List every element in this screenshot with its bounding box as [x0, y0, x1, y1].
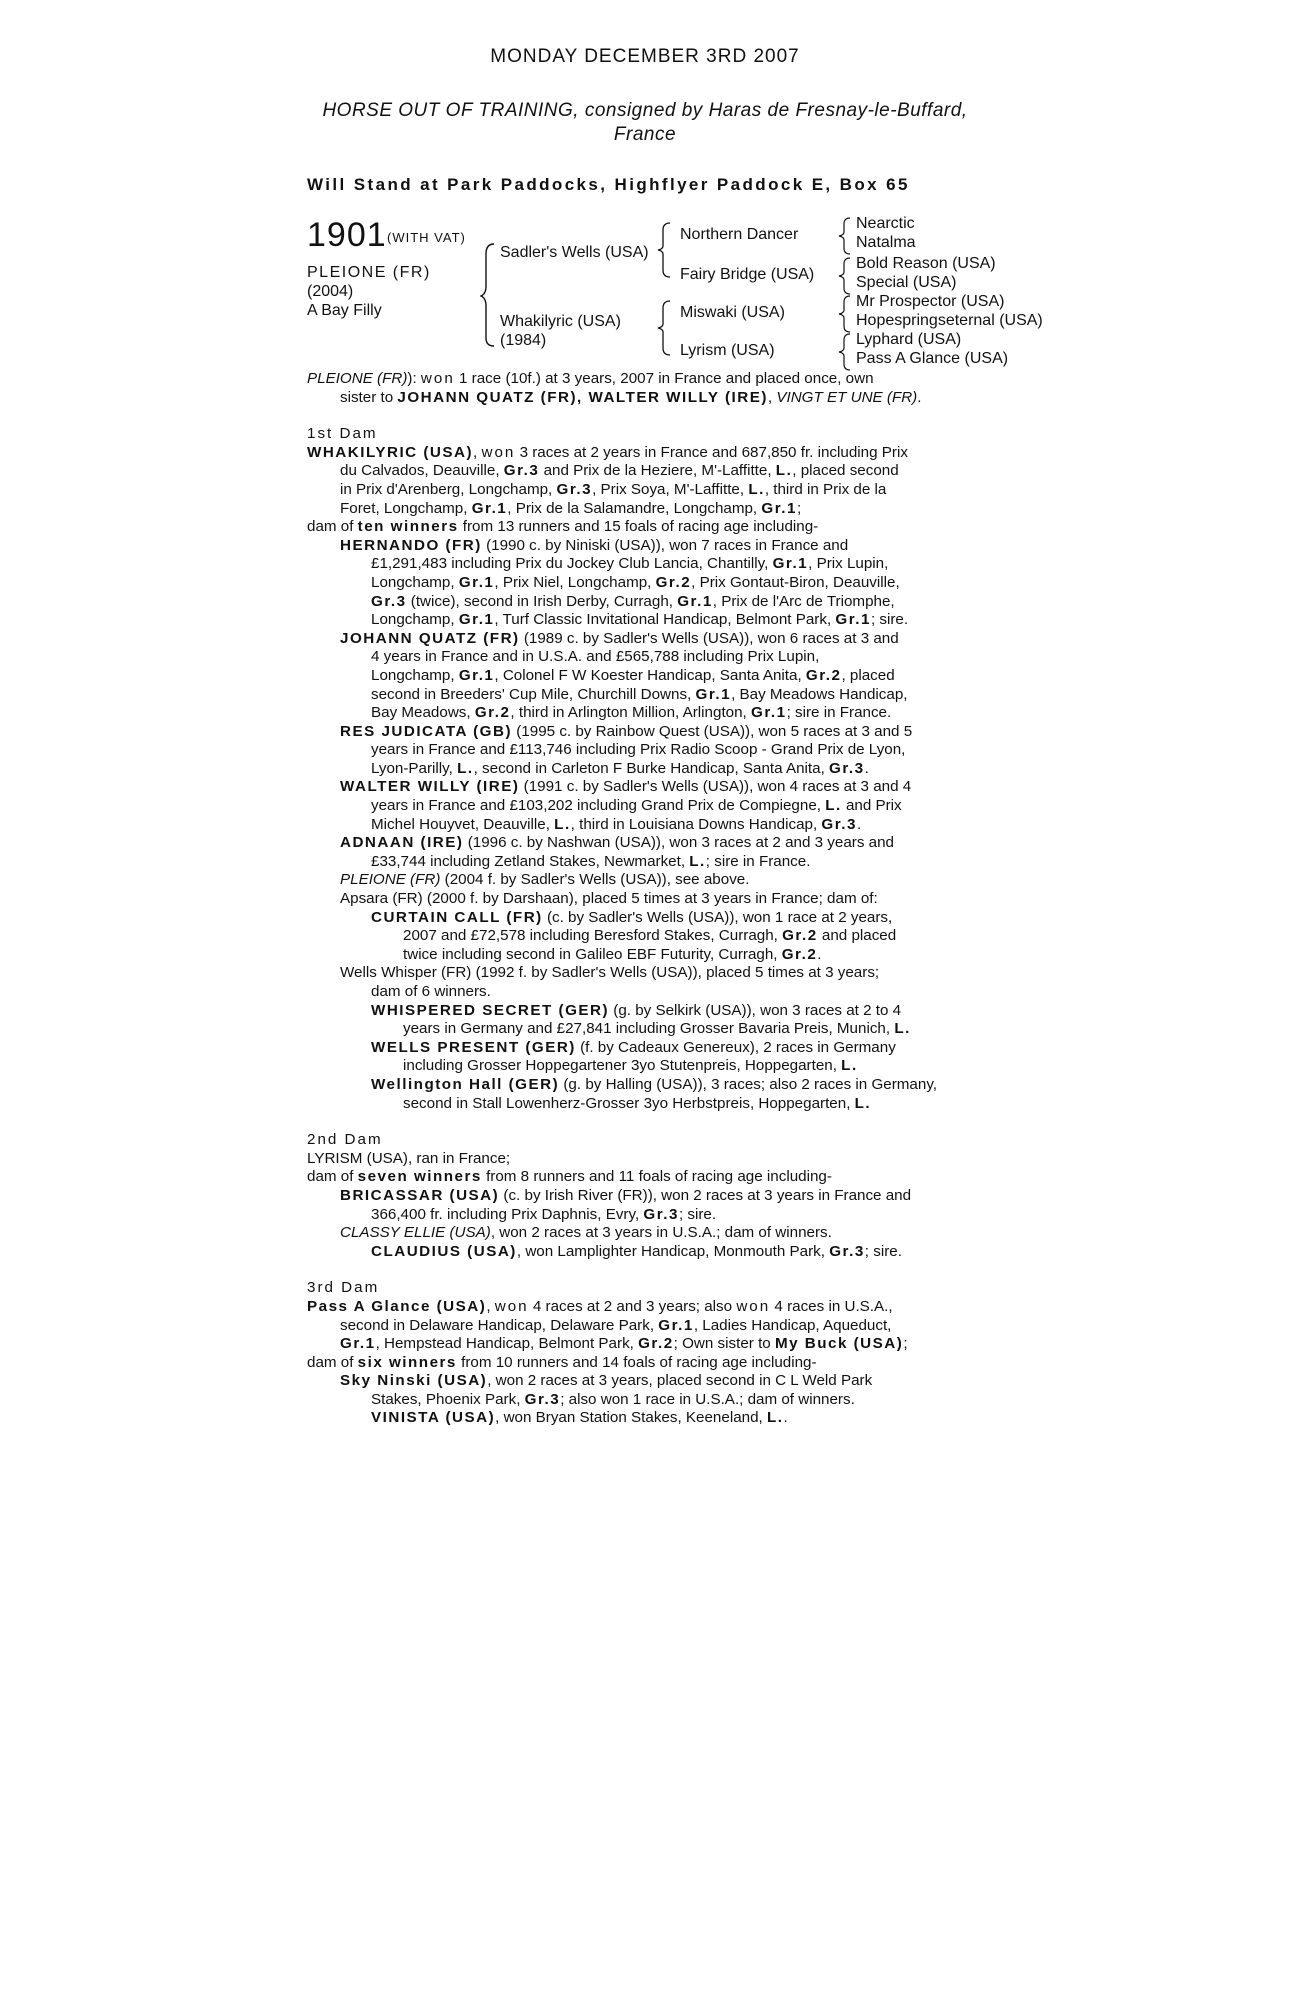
text-run: Gr.1	[458, 611, 495, 629]
text-line	[307, 741, 972, 760]
text-line	[307, 481, 972, 500]
text-line	[307, 927, 972, 946]
text-line	[307, 555, 972, 574]
text-run: ,	[767, 388, 777, 406]
pedigree-brace-4d	[836, 332, 854, 372]
text-run: ; Own sister to	[673, 1335, 775, 1353]
text-run: dam of 6 winners.	[371, 983, 491, 1000]
text-run: ;	[796, 499, 802, 517]
pedigree-dam: Whakilyric (USA)	[500, 313, 621, 330]
text-run: Longchamp,	[371, 573, 459, 591]
text-run: CURTAIN CALL (FR)	[371, 908, 543, 926]
text-line	[307, 593, 972, 612]
text-line	[307, 834, 972, 853]
text-run: Gr.1	[658, 1316, 694, 1334]
pedigree-sire: Sadler's Wells (USA)	[500, 244, 649, 261]
text-run: Lyon-Parilly,	[371, 759, 458, 777]
text-line	[307, 816, 972, 835]
text-run: Michel Houyvet, Deauville,	[371, 815, 555, 833]
text-run: (g. by Selkirk (USA)), won 3 races at 2 to 4	[609, 1001, 902, 1019]
text-line	[307, 946, 972, 965]
text-run: .	[864, 759, 869, 777]
text-run: including Grosser Hoppegartener 3yo Stutenpreis, Hoppegarten,	[403, 1057, 842, 1075]
text-run: £33,744 including Zetland Stakes, Newmarket,	[371, 852, 690, 870]
text-line	[307, 909, 972, 928]
text-run: RES JUDICATA (GB)	[340, 722, 513, 740]
text-run: won	[494, 1297, 529, 1315]
text-run: ; sire in France.	[705, 852, 811, 870]
text-run: won	[736, 1297, 771, 1315]
text-run: Gr.3	[371, 592, 407, 610]
text-run: (2004 f. by Sadler's Wells (USA)), see above.	[440, 871, 750, 889]
text-run: , second in Carleton F Burke Handicap, Santa Anita,	[473, 759, 830, 777]
text-run: ; sire.	[864, 1242, 902, 1260]
text-run: JOHANN QUATZ (FR), WALTER WILLY (IRE)	[397, 388, 768, 406]
text-run: sister to	[340, 388, 398, 406]
pedigree-sire-dam: Fairy Bridge (USA)	[680, 266, 815, 283]
text-run: Wellington Hall (GER)	[371, 1075, 560, 1093]
text-run: ; sire.	[870, 611, 909, 629]
text-run: ,	[473, 443, 482, 461]
text-run: Gr.3	[524, 1390, 561, 1408]
text-run: , won 2 races at 3 years, placed second in C L Weld Park	[487, 1372, 873, 1390]
text-run: Gr.3	[829, 759, 865, 777]
text-run: , Prix Soya, M'-Laffitte,	[592, 480, 749, 498]
text-line	[307, 462, 972, 481]
text-run: CLASSY ELLIE (USA)	[340, 1224, 491, 1242]
text-line	[307, 890, 972, 909]
text-run: L.	[554, 815, 571, 833]
text-run: WELLS PRESENT (GER)	[371, 1038, 576, 1056]
text-run: dam of	[307, 518, 358, 536]
text-run: L.	[457, 759, 474, 777]
text-run: , won Bryan Station Stakes, Keeneland,	[495, 1409, 767, 1427]
text-run: in Prix d'Arenberg, Longchamp,	[340, 480, 557, 498]
text-run: 4 races in U.S.A.,	[770, 1297, 893, 1315]
text-run: Gr.1	[458, 573, 495, 591]
text-run: JOHANN QUATZ (FR)	[340, 629, 520, 647]
text-run: Bay Meadows,	[371, 704, 475, 722]
text-run: PLEIONE (FR)	[307, 370, 408, 387]
text-run: , third in Arlington Million, Arlington,	[510, 704, 751, 722]
text-run: second in Stall Lowenherz-Grosser 3yo Herbstpreis, Hoppegarten,	[403, 1094, 855, 1112]
text-run: Longchamp,	[371, 666, 459, 684]
text-line	[307, 1243, 972, 1262]
text-line	[307, 1150, 972, 1169]
text-run: (c. by Irish River (FR)), won 2 races at 3 years in France and	[499, 1186, 912, 1204]
text-line	[307, 760, 972, 779]
pedigree-dam-year: (1984)	[500, 332, 547, 349]
text-line	[307, 444, 972, 463]
text-run: second in Breeders' Cup Mile, Churchill Downs,	[371, 685, 696, 703]
text-line	[307, 1076, 972, 1095]
pedigree-notes	[307, 370, 972, 1428]
text-run: My Buck (USA)	[774, 1335, 904, 1353]
text-run: Gr.2	[655, 573, 692, 591]
text-run: .	[783, 1409, 788, 1427]
text-run: Gr.2	[805, 666, 842, 684]
text-run: (1996 c. by Nashwan (USA)), won 3 races at 2 and 3 years and	[463, 834, 894, 852]
consignor-line-2: France	[613, 124, 677, 145]
text-line	[307, 778, 972, 797]
text-run: and placed	[817, 927, 897, 945]
text-run: 1 race (10f.) at 3 years, 2007 in France and placed once, own	[454, 370, 874, 387]
text-run: ,	[486, 1297, 495, 1315]
text-run: Gr.1	[340, 1335, 376, 1353]
text-run: BRICASSAR (USA)	[340, 1186, 500, 1204]
text-run: from 10 runners and 14 foals of racing age including-	[456, 1353, 817, 1371]
text-line	[307, 648, 972, 667]
text-line	[307, 1187, 972, 1206]
text-run: PLEIONE (FR)	[340, 871, 441, 889]
text-line	[307, 389, 972, 408]
text-line	[307, 1391, 972, 1410]
text-run: (twice), second in Irish Derby, Curragh,	[406, 592, 678, 610]
text-line	[307, 1409, 972, 1428]
text-run: years in France and £113,746 including Prix Radio Scoop - Grand Prix de Lyon,	[371, 741, 906, 759]
pedigree-brace-sire-dam	[480, 240, 500, 350]
section-gap	[307, 1261, 972, 1279]
text-run: 3 races at 2 years in France and 687,850 fr. including Prix	[515, 443, 908, 461]
text-run: 366,400 fr. including Prix Daphnis, Evry,	[371, 1205, 644, 1223]
text-run: , Prix de l'Arc de Triomphe,	[712, 592, 895, 610]
text-line	[307, 1335, 972, 1354]
pedigree-ssd: Natalma	[856, 234, 916, 251]
text-line	[307, 686, 972, 705]
text-run: (g. by Halling (USA)), 3 races; also 2 races in Germany,	[559, 1075, 938, 1093]
pedigree-dam-sire: Miswaki (USA)	[680, 304, 785, 321]
text-run: VINISTA (USA)	[371, 1409, 496, 1427]
vat-note: (WITH VAT)	[387, 230, 466, 245]
text-line	[307, 1206, 972, 1225]
text-run: ten winners	[357, 518, 459, 536]
pedigree-dsd: Hopespringseternal (USA)	[856, 312, 1043, 329]
text-run: WHAKILYRIC (USA)	[307, 443, 474, 461]
pedigree-brace-4c	[836, 294, 854, 334]
text-run: , third in Prix de la	[764, 480, 887, 498]
text-run: VINGT ET UNE (FR)	[776, 388, 918, 406]
text-run: twice including second in Galileo EBF Futurity, Curragh,	[403, 945, 782, 963]
horse-description: A Bay Filly	[307, 302, 382, 319]
text-run: Gr.1	[751, 704, 787, 722]
text-line	[307, 1131, 972, 1150]
text-run: dam of	[307, 1168, 358, 1186]
text-run: Sky Ninski (USA)	[340, 1372, 488, 1390]
text-run: 3rd Dam	[307, 1279, 380, 1297]
text-run: Gr.3	[821, 815, 857, 833]
text-run: ; also won 1 race in U.S.A.; dam of winners.	[560, 1390, 855, 1408]
text-run: (f. by Cadeaux Genereux), 2 races in Germany	[575, 1038, 896, 1056]
text-run: 2007 and £72,578 including Beresford Stakes, Curragh,	[403, 927, 783, 945]
text-run: .	[856, 815, 862, 833]
text-run: (1990 c. by Niniski (USA)), won 7 races in France and	[481, 536, 849, 554]
text-run: du Calvados, Deauville,	[340, 462, 504, 480]
text-run: WALTER WILLY (IRE)	[340, 778, 520, 796]
text-line	[307, 1224, 972, 1243]
text-run: Gr.3	[556, 480, 593, 498]
text-run: , placed second	[792, 462, 899, 480]
text-run: , Colonel F W Koester Handicap, Santa Anita,	[494, 666, 806, 684]
text-run: Gr.1	[761, 499, 797, 517]
text-run: , Prix Lupin,	[808, 555, 889, 573]
text-run: ADNAAN (IRE)	[340, 834, 464, 852]
text-run: Gr.3	[643, 1205, 679, 1223]
text-run: , Hempstead Handicap, Belmont Park,	[375, 1335, 639, 1353]
text-line	[307, 574, 972, 593]
stand-location: Will Stand at Park Paddocks, Highflyer Paddock E, Box 65	[307, 175, 910, 194]
text-run: seven winners	[357, 1168, 482, 1186]
text-line	[307, 630, 972, 649]
text-line	[307, 537, 972, 556]
text-run: ; sire in France.	[786, 704, 892, 722]
sale-date: MONDAY DECEMBER 3RD 2007	[490, 46, 800, 67]
text-line	[307, 1168, 972, 1187]
lot-number: 1901	[307, 216, 387, 254]
text-run: ):	[407, 370, 421, 387]
text-line	[307, 1095, 972, 1114]
text-run: Gr.2	[474, 704, 511, 722]
text-run: won	[481, 443, 516, 461]
text-line	[307, 611, 972, 630]
pedigree-ddd: Pass A Glance (USA)	[856, 350, 1009, 367]
text-run: , won Lamplighter Handicap, Monmouth Park,	[516, 1242, 830, 1260]
text-run: , Prix de la Salamandre, Longchamp,	[507, 499, 762, 517]
pedigree-dss: Mr Prospector (USA)	[856, 293, 1005, 310]
pedigree-dds: Lyphard (USA)	[856, 331, 962, 348]
pedigree-sdd: Special (USA)	[856, 274, 957, 291]
text-run: HERNANDO (FR)	[340, 536, 482, 554]
text-run: L.	[689, 852, 706, 870]
text-run: Gr.2	[638, 1335, 674, 1353]
text-run: Gr.1	[772, 555, 809, 573]
section-gap	[307, 407, 972, 425]
text-line	[307, 1039, 972, 1058]
text-line	[307, 723, 972, 742]
text-run: , Prix Gontaut-Biron, Deauville,	[691, 573, 900, 591]
text-run: CLAUDIUS (USA)	[371, 1242, 517, 1260]
text-run: LYRISM (USA), ran in France;	[307, 1149, 511, 1167]
text-run: Pass A Glance (USA)	[307, 1297, 487, 1315]
text-line	[307, 871, 972, 890]
text-run: 4 years in France and in U.S.A. and £565,788 including Prix Lupin,	[371, 648, 820, 666]
text-run: won	[420, 370, 455, 387]
text-run: Gr.3	[829, 1242, 865, 1260]
text-run: £1,291,483 including Prix du Jockey Club Lancia, Chantilly,	[371, 555, 773, 573]
pedigree-sire-sire: Northern Dancer	[680, 226, 799, 243]
text-run: and Prix de la Heziere, M'-Laffitte,	[539, 462, 776, 480]
text-run: and Prix	[841, 797, 902, 815]
text-run: 1st Dam	[307, 425, 378, 443]
pedigree-sds: Bold Reason (USA)	[856, 255, 996, 272]
text-run: Apsara (FR) (2000 f. by Darshaan), placed 5 times at 3 years in France; dam of:	[340, 890, 878, 908]
text-run: L.	[841, 1057, 858, 1075]
text-run: Gr.3	[503, 462, 540, 480]
text-run: 4 races at 2 and 3 years; also	[528, 1297, 737, 1315]
text-run: second in Delaware Handicap, Delaware Park,	[340, 1316, 659, 1334]
text-run: L.	[748, 480, 765, 498]
text-line	[307, 964, 972, 983]
text-run: , Ladies Handicap, Aqueduct,	[693, 1316, 892, 1334]
text-run: Wells Whisper (FR) (1992 f. by Sadler's Wells (USA)), placed 5 times at 3 years;	[340, 964, 880, 982]
text-run: L.	[825, 797, 842, 815]
text-run: Gr.1	[835, 611, 871, 629]
text-run: Gr.2	[781, 945, 818, 963]
text-run: L.	[854, 1094, 872, 1112]
horse-name: PLEIONE (FR)	[307, 264, 431, 281]
text-line	[307, 704, 972, 723]
text-line	[307, 797, 972, 816]
text-run: from 8 runners and 11 foals of racing age including-	[481, 1168, 832, 1186]
text-line	[307, 853, 972, 872]
text-run: .	[917, 388, 922, 406]
section-gap	[307, 1113, 972, 1131]
pedigree-brace-sire-parents	[656, 220, 674, 280]
text-line	[307, 1057, 972, 1076]
text-line	[307, 1279, 972, 1298]
text-run: , placed	[841, 666, 895, 684]
text-run: , Bay Meadows Handicap,	[731, 685, 908, 703]
text-line	[307, 1372, 972, 1391]
text-run: (1991 c. by Sadler's Wells (USA)), won 4 races at 3 and 4	[519, 778, 912, 796]
pedigree-dam-dam: Lyrism (USA)	[680, 342, 775, 359]
text-line	[307, 983, 972, 1002]
text-run: from 13 runners and 15 foals of racing age including-	[458, 518, 819, 536]
text-run: L.	[766, 1409, 784, 1427]
text-line	[307, 370, 972, 389]
text-run: ; sire.	[678, 1205, 717, 1223]
text-run: Gr.1	[471, 499, 508, 517]
text-run: Foret, Longchamp,	[340, 499, 472, 517]
text-run: .	[817, 945, 822, 963]
text-run: dam of	[307, 1353, 358, 1371]
text-run: WHISPERED SECRET (GER)	[371, 1001, 610, 1019]
text-run: years in Germany and £27,841 including Grosser Bavaria Preis, Munich,	[403, 1020, 895, 1038]
pedigree-brace-dam-parents	[656, 298, 674, 358]
text-run: , third in Louisiana Downs Handicap,	[570, 815, 822, 833]
text-run: Gr.1	[695, 685, 732, 703]
text-run: six winners	[357, 1353, 457, 1371]
pedigree-sss: Nearctic	[856, 215, 915, 232]
text-line	[307, 500, 972, 519]
text-run: L.	[894, 1020, 911, 1038]
text-line	[307, 425, 972, 444]
text-line	[307, 1002, 972, 1021]
pedigree-brace-4a	[836, 216, 854, 256]
text-run: Gr.1	[677, 592, 713, 610]
pedigree-brace-4b	[836, 256, 854, 296]
text-run: Gr.2	[782, 927, 818, 945]
text-run: , Prix Niel, Longchamp,	[494, 573, 656, 591]
text-line	[307, 1354, 972, 1373]
text-run: (c. by Sadler's Wells (USA)), won 1 race at 2 years,	[542, 908, 893, 926]
text-line	[307, 1298, 972, 1317]
text-run: , won 2 races at 3 years in U.S.A.; dam of winners.	[490, 1224, 832, 1242]
text-run: years in France and £103,202 including Grand Prix de Compiegne,	[371, 797, 826, 815]
text-run: , Turf Classic Invitational Handicap, Belmont Park,	[494, 611, 836, 629]
text-run: 2nd Dam	[307, 1131, 383, 1149]
text-run: Stakes, Phoenix Park,	[371, 1390, 525, 1408]
text-run: Gr.1	[458, 666, 495, 684]
text-run: (1989 c. by Sadler's Wells (USA)), won 6 races at 3 and	[519, 629, 899, 647]
text-line	[307, 1317, 972, 1336]
text-line	[307, 667, 972, 686]
text-line	[307, 1020, 972, 1039]
text-line	[307, 518, 972, 537]
text-run: (1995 c. by Rainbow Quest (USA)), won 5 races at 3 and 5	[512, 722, 913, 740]
text-run: ;	[903, 1335, 908, 1353]
horse-year: (2004)	[307, 283, 354, 300]
consignor-line-1: HORSE OUT OF TRAINING, consigned by Haras de Fresnay-le-Buffard,	[322, 100, 968, 121]
text-run: Longchamp,	[371, 611, 459, 629]
text-run: L.	[775, 462, 793, 480]
